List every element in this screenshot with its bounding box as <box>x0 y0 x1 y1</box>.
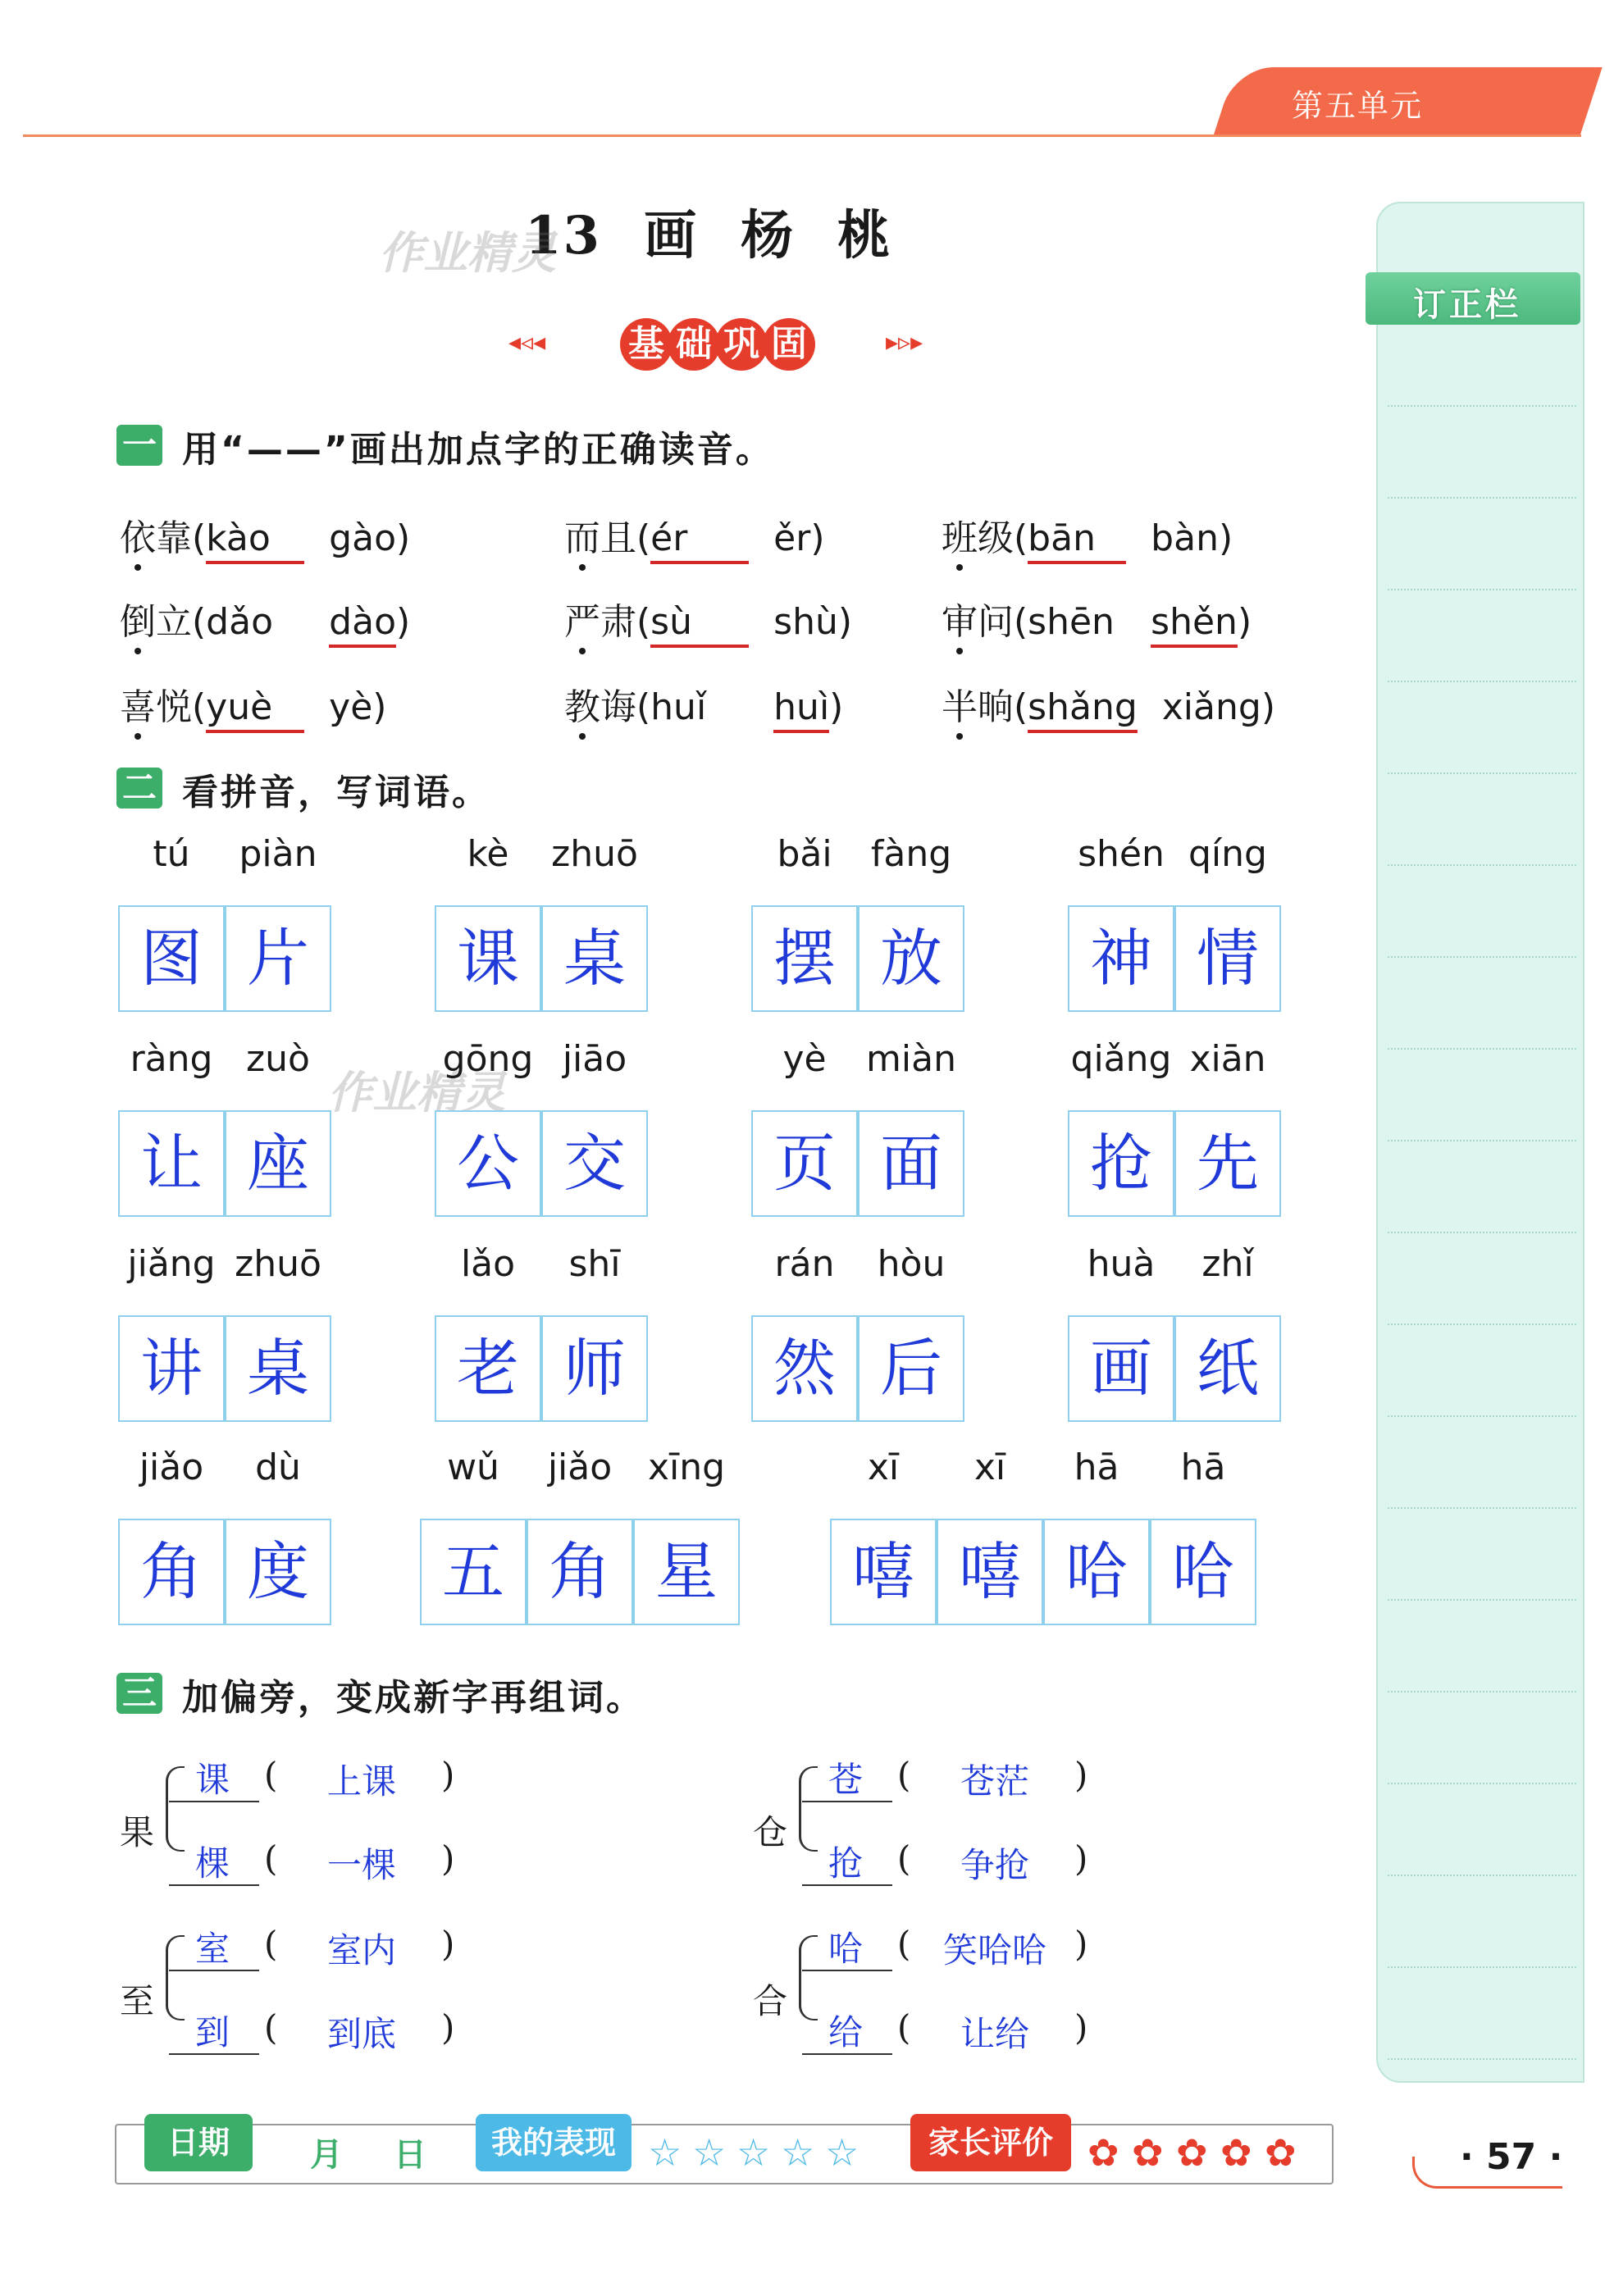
pinyin-label: huà <box>1087 1243 1156 1285</box>
root-char: 至 <box>120 1981 155 2021</box>
pinyin-label: xīng <box>647 1446 726 1488</box>
open-paren: ( <box>897 1755 911 1795</box>
dotted-char <box>120 686 192 728</box>
correction-rule <box>1388 1691 1576 1692</box>
pinyin-option-a[interactable]: bān <box>1028 517 1126 564</box>
pinyin-option-a[interactable]: kào <box>206 517 304 564</box>
char-box[interactable]: 情 <box>1174 905 1281 1012</box>
section-banner <box>508 318 968 376</box>
open-paren: ( <box>1014 601 1028 643</box>
close-paren: ) <box>1074 2007 1088 2048</box>
char-box[interactable]: 度 <box>225 1519 331 1625</box>
close-paren: ) <box>810 517 825 559</box>
flower-icon[interactable]: ✿ <box>1220 2130 1252 2175</box>
pinyin-option-a[interactable]: shēn <box>1028 601 1115 643</box>
char-box[interactable]: 角 <box>118 1519 225 1625</box>
correction-rule <box>1388 864 1576 866</box>
date-label: 日期 <box>144 2114 253 2171</box>
pinyin-label: qíng <box>1188 833 1267 875</box>
dotted-char <box>942 686 1014 728</box>
correction-rule <box>1388 681 1576 682</box>
close-paren: ) <box>372 686 387 728</box>
close-paren: ) <box>1218 517 1233 559</box>
char-box[interactable]: 嘻 <box>937 1519 1043 1625</box>
pinyin-option-b[interactable]: dào <box>329 601 396 648</box>
pinyin-label: xiān <box>1189 1038 1266 1080</box>
unit-label: 第五单元 <box>1292 88 1424 124</box>
pinyin-option-b[interactable]: shěn <box>1151 601 1238 648</box>
pinyin-option-a[interactable]: dǎo <box>206 601 273 643</box>
open-paren: ( <box>897 1924 911 1964</box>
banner-char: 基 <box>620 318 673 371</box>
section-title: 用“——”画出加点字的正确读音。 <box>182 429 774 471</box>
pinyin-option-b[interactable]: yè <box>329 686 373 728</box>
correction-rule <box>1388 497 1576 499</box>
emphasis-char: 而 <box>564 517 600 559</box>
parent-label: 家长评价 <box>910 2114 1071 2171</box>
reading-item <box>120 508 410 564</box>
reading-item <box>942 677 1275 733</box>
pinyin-label: jiāo <box>562 1038 627 1080</box>
char-box[interactable]: 后 <box>858 1315 964 1422</box>
banner-char: 固 <box>763 318 815 371</box>
word-rest: 且 <box>600 517 636 559</box>
pinyin-option-a[interactable]: sù <box>650 601 749 648</box>
emphasis-char: 倒 <box>120 601 156 643</box>
char-box[interactable]: 桌 <box>225 1315 331 1422</box>
reading-item <box>942 508 1233 564</box>
char-box[interactable]: 画 <box>1068 1315 1174 1422</box>
dotted-char <box>120 517 192 559</box>
new-char-answer[interactable]: 抢 <box>828 1843 864 1884</box>
correction-rule <box>1388 1599 1576 1601</box>
star-icon[interactable]: ☆ <box>648 2130 682 2175</box>
close-paren: ) <box>829 686 844 728</box>
close-paren: ) <box>441 1838 455 1879</box>
banner-char: 础 <box>668 318 720 371</box>
pinyin-option-a[interactable]: yuè <box>206 686 304 733</box>
banner-char: 巩 <box>715 318 768 371</box>
reading-item <box>120 592 410 648</box>
reading-item <box>942 592 1252 648</box>
correction-rule <box>1388 405 1576 407</box>
open-paren: ( <box>897 2007 911 2048</box>
word-answer[interactable]: 让给 <box>960 2014 1029 2054</box>
correction-rule <box>1388 1507 1576 1509</box>
close-paren: ) <box>1261 686 1275 728</box>
pinyin-label: jiǎo <box>547 1446 613 1488</box>
answer-line <box>802 1884 892 1886</box>
correction-rule <box>1388 1048 1576 1050</box>
char-box[interactable]: 片 <box>225 905 331 1012</box>
dotted-char <box>564 686 636 728</box>
correction-rule <box>1388 1232 1576 1233</box>
pinyin-option-b[interactable]: shù <box>773 601 838 643</box>
char-box[interactable]: 角 <box>527 1519 633 1625</box>
pinyin-label: tú <box>153 833 190 875</box>
pinyin-option-b[interactable]: ěr <box>773 517 811 559</box>
char-box[interactable]: 座 <box>225 1110 331 1217</box>
open-paren: ( <box>897 1838 911 1879</box>
title-char: 桃 <box>837 205 892 266</box>
close-paren: ) <box>1074 1924 1088 1964</box>
watermark: 作业精灵 <box>379 227 556 279</box>
word-answer[interactable]: 上课 <box>326 1761 396 1802</box>
emphasis-char: 严 <box>564 601 600 643</box>
word-rest: 晌 <box>978 686 1014 728</box>
correction-rule <box>1388 2058 1576 2060</box>
open-paren: ( <box>1014 686 1028 728</box>
emphasis-char: 依 <box>120 517 156 559</box>
word-rest: 问 <box>978 601 1014 643</box>
dotted-char <box>942 517 1014 559</box>
reading-item <box>564 508 825 564</box>
pinyin-label: dù <box>255 1446 301 1488</box>
pinyin-label: zhǐ <box>1201 1243 1254 1285</box>
answer-line <box>802 2053 892 2055</box>
open-paren: ( <box>636 517 651 559</box>
emphasis-char: 半 <box>942 686 978 728</box>
correction-label: 订正栏 <box>1366 272 1580 325</box>
word-answer[interactable]: 争抢 <box>960 1845 1029 1885</box>
reading-item <box>564 592 852 648</box>
flower-icon[interactable]: ✿ <box>1265 2130 1297 2175</box>
brace-icon <box>166 1766 185 1852</box>
pinyin-option-b[interactable]: bàn <box>1151 517 1219 559</box>
pinyin-label: fàng <box>870 833 952 875</box>
correction-rule <box>1388 1875 1576 1876</box>
lesson-title <box>525 194 891 269</box>
star-icon[interactable]: ☆ <box>736 2130 771 2175</box>
new-char-answer[interactable]: 苍 <box>828 1760 864 1800</box>
correction-rule <box>1388 1966 1576 1968</box>
word-answer[interactable]: 笑哈哈 <box>942 1930 1046 1970</box>
answer-line <box>169 1970 259 1971</box>
pinyin-label: gōng <box>442 1038 534 1080</box>
pinyin-label: kè <box>467 833 509 875</box>
char-box[interactable]: 桌 <box>541 905 648 1012</box>
word-rest: 诲 <box>600 686 636 728</box>
new-char-answer[interactable]: 到 <box>195 2012 230 2052</box>
pinyin-label: hòu <box>877 1243 946 1285</box>
pinyin-option-b[interactable]: xiǎng <box>1161 686 1261 728</box>
pinyin-label: shén <box>1078 833 1165 875</box>
root-char: 果 <box>120 1812 155 1852</box>
emphasis-char: 审 <box>942 601 978 643</box>
pinyin-label: qiǎng <box>1070 1038 1172 1080</box>
char-box[interactable]: 然 <box>751 1315 858 1422</box>
pinyin-option-b[interactable]: huì <box>773 686 829 733</box>
close-paren: ) <box>1074 1755 1088 1795</box>
pinyin-label: jiǎo <box>139 1446 204 1488</box>
section-number: 二 <box>116 768 162 809</box>
dotted-char <box>120 601 192 643</box>
open-paren: ( <box>636 686 651 728</box>
char-box[interactable]: 公 <box>435 1110 541 1217</box>
answer-line <box>169 1801 259 1802</box>
pinyin-label: jiǎng <box>127 1243 216 1285</box>
brace-icon <box>166 1935 185 2020</box>
correction-rule <box>1388 1323 1576 1325</box>
word-rest: 立 <box>156 601 192 643</box>
pinyin-label: piàn <box>239 833 317 875</box>
open-paren: ( <box>636 601 651 643</box>
correction-panel <box>1376 202 1584 2083</box>
root-char: 合 <box>753 1981 788 2021</box>
pinyin-label: ràng <box>130 1038 213 1080</box>
flower-icon[interactable]: ✿ <box>1176 2130 1208 2175</box>
new-char-answer[interactable]: 哈 <box>828 1929 864 1969</box>
section-number: 三 <box>116 1673 162 1714</box>
char-box[interactable]: 星 <box>633 1519 740 1625</box>
reading-item <box>120 677 386 733</box>
char-box[interactable]: 师 <box>541 1315 648 1422</box>
char-box[interactable]: 让 <box>118 1110 225 1217</box>
open-paren: ( <box>192 686 207 728</box>
char-box[interactable]: 面 <box>858 1110 964 1217</box>
open-paren: ( <box>192 517 207 559</box>
char-box[interactable]: 讲 <box>118 1315 225 1422</box>
pinyin-option-a[interactable]: ér <box>650 517 749 564</box>
close-paren: ) <box>441 2007 455 2048</box>
close-paren: ) <box>1237 601 1252 643</box>
emphasis-char: 喜 <box>120 686 156 728</box>
section-number: 一 <box>116 425 162 466</box>
pinyin-label: zhuō <box>551 833 638 875</box>
open-paren: ( <box>264 2007 278 2048</box>
title-char: 画 <box>644 205 699 266</box>
char-box[interactable]: 放 <box>858 905 964 1012</box>
pinyin-label: lǎo <box>460 1243 516 1285</box>
char-box[interactable]: 五 <box>420 1519 527 1625</box>
pinyin-label: yè <box>782 1038 827 1080</box>
close-paren: ) <box>837 601 853 643</box>
dotted-char <box>942 601 1014 643</box>
emphasis-char: 班 <box>942 517 978 559</box>
close-paren: ) <box>395 601 411 643</box>
char-box[interactable]: 交 <box>541 1110 648 1217</box>
pinyin-option-a[interactable]: shǎng <box>1028 686 1138 733</box>
open-paren: ( <box>264 1838 278 1879</box>
root-char: 仓 <box>753 1812 788 1852</box>
watermark: 作业精灵 <box>328 1067 505 1118</box>
correction-rule <box>1388 589 1576 590</box>
correction-rule <box>1388 1140 1576 1141</box>
dotted-char <box>564 601 636 643</box>
page-number: · 57 · <box>1460 2136 1563 2178</box>
answer-line <box>802 1801 892 1802</box>
brace-icon <box>799 1935 818 2020</box>
correction-rule <box>1388 1415 1576 1417</box>
correction-rule <box>1388 772 1576 774</box>
brace-icon <box>799 1766 818 1852</box>
section-title: 加偏旁，变成新字再组词。 <box>182 1677 645 1719</box>
emphasis-char: 教 <box>564 686 600 728</box>
char-box[interactable]: 摆 <box>751 905 858 1012</box>
char-box[interactable]: 图 <box>118 905 225 1012</box>
pinyin-label: zhuō <box>235 1243 321 1285</box>
word-rest: 靠 <box>156 517 192 559</box>
correction-rule <box>1388 956 1576 958</box>
new-char-answer[interactable]: 室 <box>195 1929 230 1969</box>
pinyin-label: wǔ <box>447 1446 499 1488</box>
close-paren: ) <box>441 1924 455 1964</box>
header-rule <box>23 134 1581 137</box>
pinyin-option-a[interactable]: huǐ <box>650 686 707 728</box>
flower-icon[interactable]: ✿ <box>1087 2130 1119 2175</box>
pinyin-label: xī <box>973 1446 1006 1488</box>
pinyin-label: rán <box>774 1243 835 1285</box>
pinyin-label: hā <box>1074 1446 1119 1488</box>
char-box[interactable]: 哈 <box>1150 1519 1256 1625</box>
left-arrows-icon: ◂◃◂ <box>508 328 546 357</box>
char-box[interactable]: 嘻 <box>830 1519 937 1625</box>
word-answer[interactable]: 一棵 <box>326 1845 396 1885</box>
new-char-answer[interactable]: 给 <box>828 2012 864 2052</box>
pinyin-label: hā <box>1180 1446 1226 1488</box>
char-box[interactable]: 先 <box>1174 1110 1281 1217</box>
new-char-answer[interactable]: 棵 <box>195 1843 230 1884</box>
word-rest: 级 <box>978 517 1014 559</box>
open-paren: ( <box>264 1924 278 1964</box>
section-title: 看拼音，写词语。 <box>182 772 490 813</box>
answer-line <box>169 2053 259 2055</box>
star-icon[interactable]: ☆ <box>692 2130 727 2175</box>
pinyin-label: bǎi <box>777 833 832 875</box>
pinyin-label: miàn <box>866 1038 956 1080</box>
open-paren: ( <box>264 1755 278 1795</box>
char-box[interactable]: 课 <box>435 905 541 1012</box>
close-paren: ) <box>441 1755 455 1795</box>
new-char-answer[interactable]: 课 <box>195 1760 230 1800</box>
month-label: 月 <box>310 2136 343 2174</box>
word-rest: 悦 <box>156 686 192 728</box>
star-icon[interactable]: ☆ <box>781 2130 815 2175</box>
char-box[interactable]: 纸 <box>1174 1315 1281 1422</box>
char-box[interactable]: 抢 <box>1068 1110 1174 1217</box>
answer-line <box>169 1884 259 1886</box>
performance-label: 我的表现 <box>476 2114 632 2171</box>
right-arrows-icon: ▸▹▸ <box>886 328 923 357</box>
answer-line <box>802 1970 892 1971</box>
open-paren: ( <box>192 601 207 643</box>
star-icon[interactable]: ☆ <box>825 2130 859 2175</box>
char-box[interactable]: 页 <box>751 1110 858 1217</box>
open-paren: ( <box>1014 517 1028 559</box>
dotted-char <box>564 517 636 559</box>
pinyin-option-b[interactable]: gào <box>329 517 396 559</box>
char-box[interactable]: 哈 <box>1043 1519 1150 1625</box>
correction-rule <box>1388 1783 1576 1784</box>
pinyin-label: xī <box>867 1446 900 1488</box>
word-answer[interactable]: 到底 <box>326 2014 396 2054</box>
close-paren: ) <box>1074 1838 1088 1879</box>
day-label: 日 <box>394 2136 426 2174</box>
pinyin-label: zuò <box>246 1038 310 1080</box>
flower-icon[interactable]: ✿ <box>1132 2130 1164 2175</box>
close-paren: ) <box>395 517 411 559</box>
word-rest: 肃 <box>600 601 636 643</box>
lesson-number: 13 <box>525 205 602 266</box>
reading-item <box>564 677 843 733</box>
title-char: 杨 <box>741 205 796 266</box>
char-box[interactable]: 老 <box>435 1315 541 1422</box>
char-box[interactable]: 神 <box>1068 905 1174 1012</box>
word-answer[interactable]: 苍茫 <box>960 1761 1029 1802</box>
pinyin-label: shī <box>568 1243 621 1285</box>
word-answer[interactable]: 室内 <box>326 1930 396 1970</box>
